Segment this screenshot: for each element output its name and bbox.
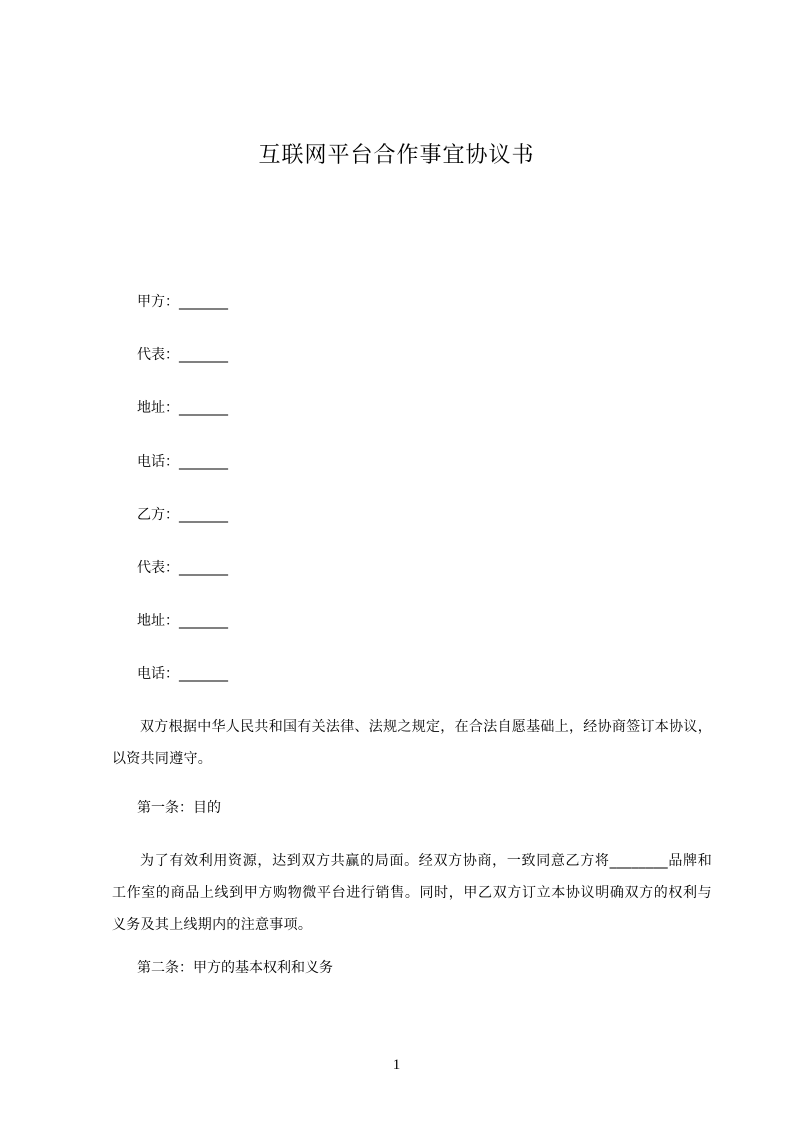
party-b-address-field: 地址：_______	[137, 613, 228, 629]
article-2-heading: 第二条：甲方的基本权利和义务	[137, 960, 333, 976]
party-b-name-field: 乙方：_______	[137, 507, 228, 523]
party-b-representative-field: 代表：_______	[137, 560, 228, 576]
article-1-paragraph: 为了有效利用资源，达到双方共赢的局面。经双方协商，一致同意乙方将________品牌和工作室的商品上线到甲方购物微平台进行销售。同时，甲乙双方订立本协议明确双方的权利与义务及其上线期内的注意事项。	[112, 853, 712, 933]
intro-paragraph: 双方根据中华人民共和国有关法律、法规之规定，在合法自愿基础上，经协商签订本协议，以资共同遵守。	[112, 719, 712, 767]
party-a-representative-field: 代表：_______	[137, 347, 228, 363]
party-a-name-field: 甲方：_______	[137, 294, 228, 310]
party-a-phone-field: 电话：_______	[137, 454, 228, 470]
party-a-address-field: 地址：_______	[137, 400, 228, 416]
document-title: 互联网平台合作事宜协议书	[258, 143, 535, 168]
page-number: 1	[392, 1057, 401, 1073]
article-1-heading: 第一条：目的	[137, 800, 221, 816]
party-b-phone-field: 电话：_______	[137, 666, 228, 682]
